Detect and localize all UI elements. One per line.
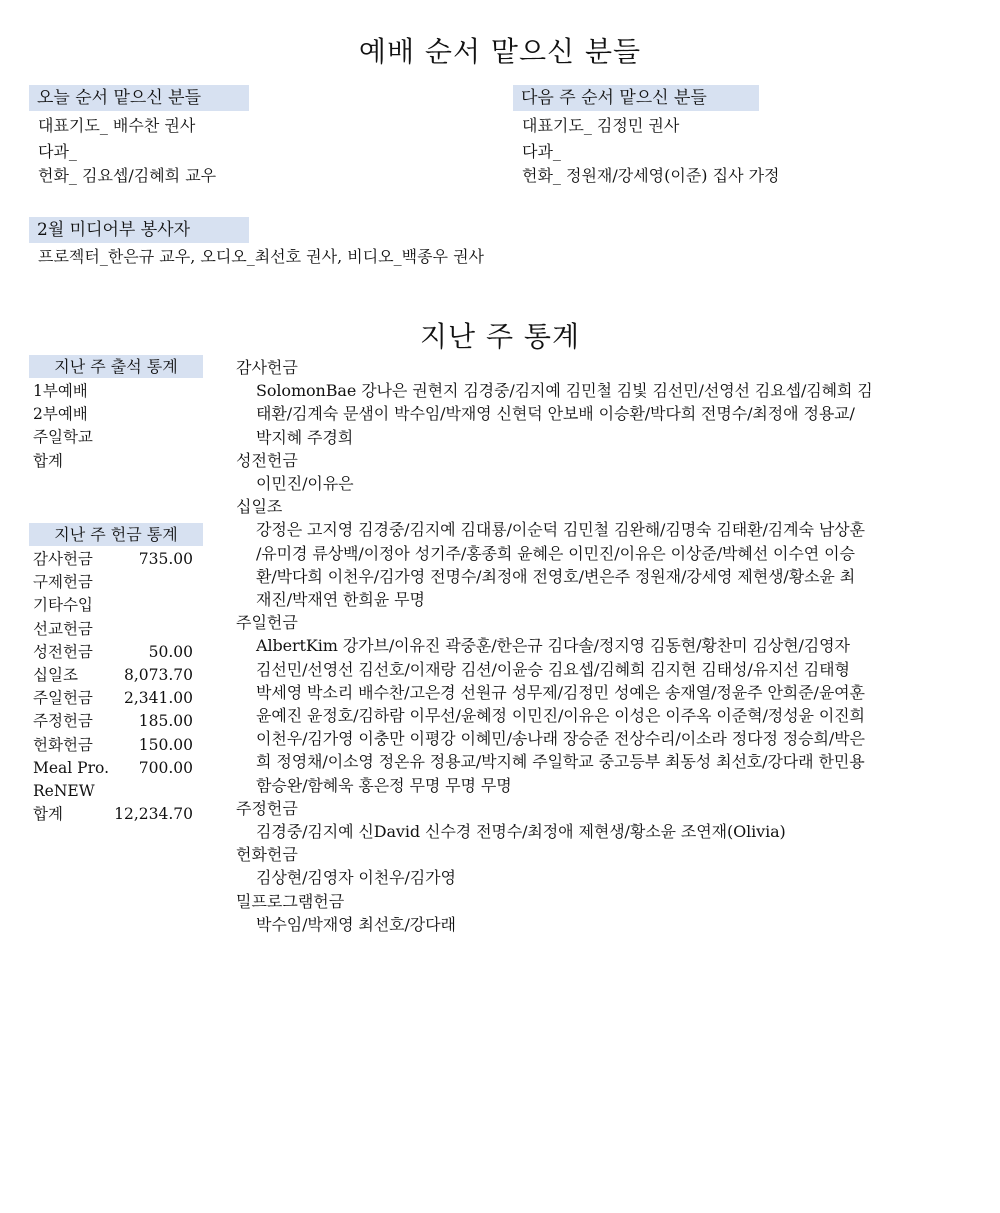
donor-names: [256, 820, 786, 843]
donor-names: [256, 379, 873, 449]
offering-row: [33, 803, 193, 826]
donor-names: [256, 634, 865, 796]
donor-line: 김상현/김영자 이천우/김가영: [256, 868, 456, 888]
attendance-row: [33, 450, 193, 473]
donor-line: 희 정영채/이소영 정온유 정용교/박지혜 주일학교 중고등부 최동성 최선호/강다래 한민용: [256, 752, 865, 772]
offering-value: 8,073.70: [123, 666, 193, 684]
offering-row: [33, 734, 193, 757]
donor-line: 박세영 박소리 배수찬/고은경 선원규 성무제/김정민 성예은 송재열/정윤주 안희준/윤여훈: [256, 682, 865, 702]
last-week-stats-title: 지난 주 통계: [419, 320, 581, 353]
donor-line: 이천우/김가영 이충만 이평강 이혜민/송나래 장승준 전상수리/이소라 정다정 정승희/박은: [256, 729, 865, 749]
next-week-refreshments: 다과_: [522, 142, 561, 161]
attendance-row: [33, 426, 193, 449]
donor-category: 감사헌금: [236, 358, 298, 377]
donor-category: 성전헌금: [236, 450, 298, 470]
donor-line: 박지혜 주경희: [256, 427, 354, 447]
donor-names: [256, 518, 865, 611]
donor-names: [256, 472, 353, 495]
donor-line: 재진/박재연 한희윤 무명: [256, 589, 425, 609]
donor-category: 십일조: [236, 497, 283, 517]
offering-row: [33, 548, 193, 571]
donor-line: 김선민/선영선 김선호/이재랑 김션/이윤승 김요셉/김혜희 김지현 김태성/유지선 김태형: [256, 659, 850, 679]
donor-category: 밀프로그램헌금: [236, 891, 345, 911]
today-flowers: 헌화_ 김요셉/김혜희 교우: [38, 166, 217, 185]
offering-row: [33, 780, 193, 803]
offering-label: 구제헌금: [33, 573, 93, 592]
attendance-row: [33, 380, 193, 403]
offering-row: [33, 594, 193, 617]
attendance-stats-header: 지난 주 출석 통계: [29, 355, 203, 378]
attendance-label: 2부예배: [33, 405, 88, 424]
offering-label: 기타수입: [33, 596, 93, 615]
offering-label: 합계: [33, 805, 63, 824]
next-week-flowers: 헌화_ 정원재/강세영(이준) 집사 가정: [522, 166, 780, 185]
offering-value: 150.00: [138, 735, 193, 754]
today-prayer: 대표기도_ 배수찬 권사: [38, 116, 196, 135]
attendance-label: 1부예배: [33, 382, 88, 400]
donor-line: 함승완/함혜욱 홍은정 무명 무명 무명: [256, 775, 512, 795]
offering-row: [33, 710, 193, 733]
donor-line: 김경중/김지예 신David 신수경 전명수/최정애 제현생/황소윤 조연재(Olivia): [256, 822, 786, 841]
offering-label: 주일헌금: [33, 689, 93, 708]
donor-category: 헌화헌금: [236, 845, 298, 865]
donor-line: 이민진/이유은: [256, 474, 354, 493]
offering-row: [33, 618, 193, 641]
attendance-label: 합계: [33, 451, 63, 470]
offering-label: 십일조: [33, 666, 78, 684]
offering-row: [33, 664, 193, 687]
donor-line: AlbertKim 강가브/이유진 곽중훈/한은규 김다솔/정지영 김동현/황찬미 김상현/김영자: [256, 636, 850, 656]
offering-label: 감사헌금: [33, 550, 93, 568]
donor-category: 주일헌금: [236, 613, 298, 633]
offering-row: [33, 641, 193, 664]
offering-row: [33, 757, 193, 780]
donor-line: 환/박다희 이천우/김가영 전명수/최정애 전영호/변은주 정원재/강세영 제현생/황소윤 최: [256, 566, 856, 586]
offering-row: [33, 571, 193, 594]
donor-names: [256, 866, 456, 889]
offering-label: 주정헌금: [33, 712, 93, 731]
media-volunteers-line: 프로젝터_한은규 교우, 오디오_최선호 권사, 비디오_백종우 권사: [38, 247, 485, 266]
offering-label: ReNEW: [33, 782, 95, 800]
offering-label: 성전헌금: [33, 642, 93, 661]
offering-row: [33, 687, 193, 710]
offering-value: 12,234.70: [114, 805, 193, 824]
service-roles-title: 예배 순서 맡으신 분들: [358, 35, 642, 68]
donor-line: 박수임/박재영 최선호/강다래: [256, 914, 456, 934]
media-volunteers-header: 2월 미디어부 봉사자: [29, 217, 249, 243]
donor-names: [256, 913, 456, 936]
donor-line: SolomonBae 강나은 권현지 김경중/김지예 김민철 김빛 김선민/선영선 김요셉/김혜희 김: [256, 381, 873, 401]
next-week-prayer: 대표기도_ 김정민 권사: [522, 116, 680, 135]
donor-line: 윤예진 윤정호/김하람 이무선/윤혜정 이민진/이유은 이성은 이주옥 이준혁/정성윤 이진희: [256, 705, 865, 725]
offering-value: 185.00: [138, 712, 193, 731]
attendance-label: 주일학교: [33, 428, 93, 447]
donor-line: 태환/김계숙 문샘이 박수임/박재영 신현덕 안보배 이승환/박다희 전명수/최정애 정용교/: [256, 404, 855, 424]
next-week-roles-header: 다음 주 순서 맡으신 분들: [513, 85, 759, 111]
today-roles-header: 오늘 순서 맡으신 분들: [29, 85, 249, 111]
donor-line: 강정은 고지영 김경중/김지예 김대룡/이순덕 김민철 김완해/김명숙 김태환/김계숙 남상훈: [256, 520, 865, 540]
offering-label: 선교헌금: [33, 619, 93, 638]
offering-stats-header: 지난 주 헌금 통계: [29, 523, 203, 546]
attendance-row: [33, 403, 193, 426]
offering-label: 헌화헌금: [33, 735, 93, 754]
offering-value: 700.00: [138, 758, 193, 777]
donor-category: 주정헌금: [236, 798, 298, 818]
offering-value: 735.00: [138, 550, 193, 568]
donor-line: /유미경 류상백/이정아 성기주/홍종희 윤혜은 이민진/이유은 이상준/박혜선 이수연 이승: [256, 543, 855, 563]
offering-label: Meal Pro.: [33, 758, 109, 777]
offering-value: 50.00: [148, 642, 193, 661]
offering-value: 2,341.00: [123, 689, 193, 708]
today-refreshments: 다과_: [38, 142, 77, 161]
